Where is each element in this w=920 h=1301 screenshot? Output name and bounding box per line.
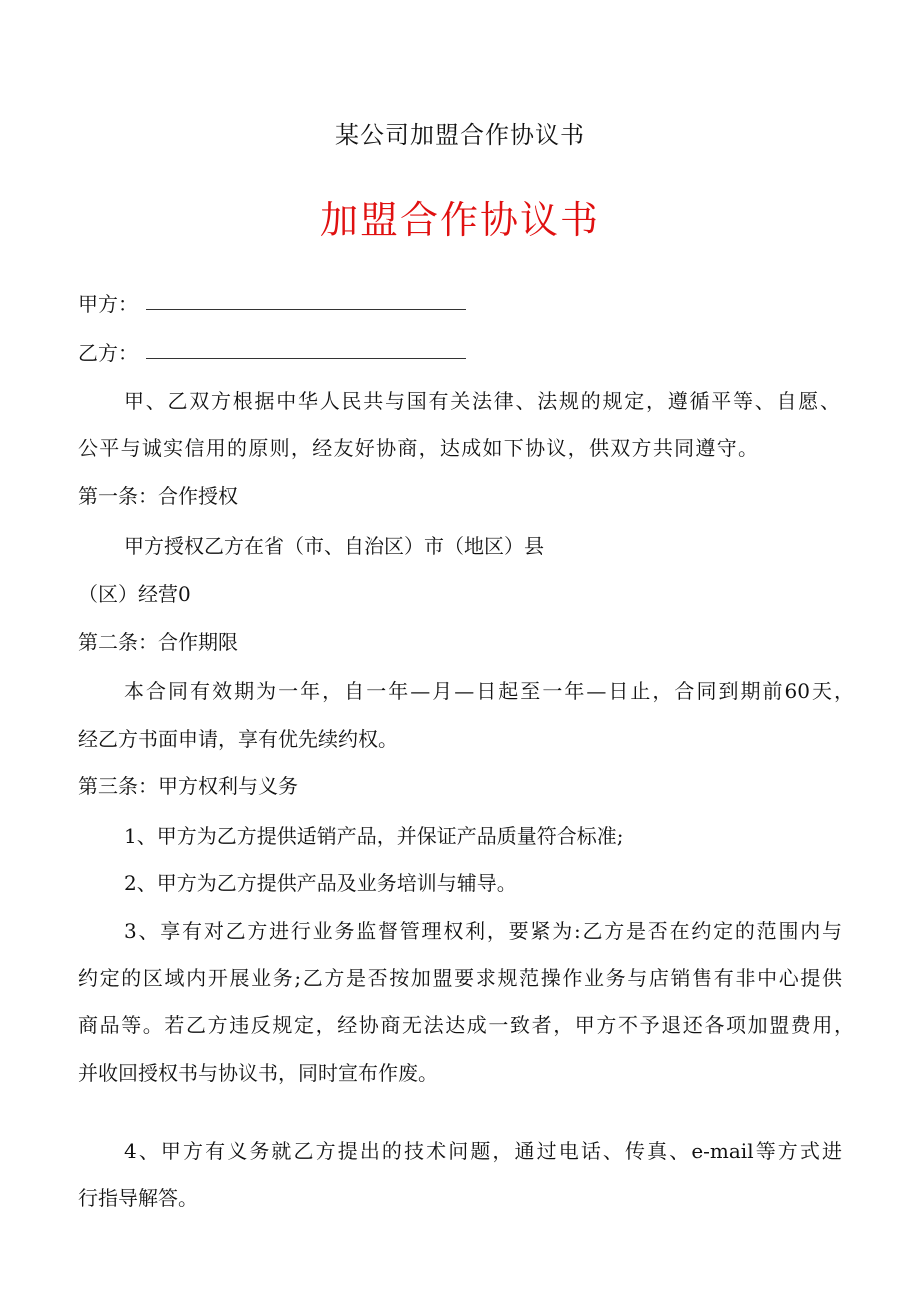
article-3-item-3-line-1: 3、享有对乙方进行业务监督管理权利，要紧为:乙方是否在约定的范围内与 <box>124 919 842 943</box>
intro-line-1: 甲、乙双方根据中华人民共与国有关法律、法规的规定，遵循平等、自愿、 <box>124 389 840 413</box>
party-b-label: 乙方： <box>78 341 138 365</box>
article-2-line-2: 经乙方书面申请，享有优先续约权。 <box>78 727 398 751</box>
intro-line-2: 公平与诚实信用的原则，经友好协商，达成如下协议，供双方共同遵守。 <box>78 436 758 460</box>
article-3-title: 第三条：甲方权利与义务 <box>78 774 298 798</box>
party-b-row <box>78 339 478 367</box>
article-3-item-1: 1、甲方为乙方提供适销产品，并保证产品质量符合标准; <box>124 824 624 848</box>
party-a-blank-line <box>146 309 466 310</box>
article-2-title: 第二条：合作期限 <box>78 630 238 654</box>
article-3-item-3-line-3: 商品等。若乙方违反规定，经协商无法达成一致者，甲方不予退还各项加盟费用， <box>78 1013 854 1037</box>
party-a-label: 甲方： <box>78 292 138 316</box>
article-3-item-3-line-4: 并收回授权书与协议书，同时宣布作废。 <box>78 1061 438 1085</box>
article-3-item-4-line-1: 4、甲方有义务就乙方提出的技术问题，通过电话、传真、e-mail等方式进 <box>124 1139 842 1163</box>
article-3-item-3-line-2: 约定的区域内开展业务;乙方是否按加盟要求规范操作业务与店销售有非中心提供 <box>78 966 842 990</box>
article-1-title: 第一条：合作授权 <box>78 484 238 508</box>
article-3-item-2: 2、甲方为乙方提供产品及业务培训与辅导。 <box>124 871 517 895</box>
article-1-line-1: 甲方授权乙方在省（市、自治区）市（地区）县 <box>124 534 544 558</box>
article-1-line-2: （区）经营0 <box>78 582 191 606</box>
party-a-row <box>78 290 478 318</box>
document-main-title: 加盟合作协议书 <box>319 198 600 242</box>
article-3-item-4-line-2: 行指导解答。 <box>78 1186 198 1210</box>
document-header-title: 某公司加盟合作协议书 <box>335 121 585 149</box>
party-b-blank-line <box>146 358 466 359</box>
article-2-line-1: 本合同有效期为一年，自一年—月—日起至一年—日止，合同到期前60天， <box>124 679 854 703</box>
